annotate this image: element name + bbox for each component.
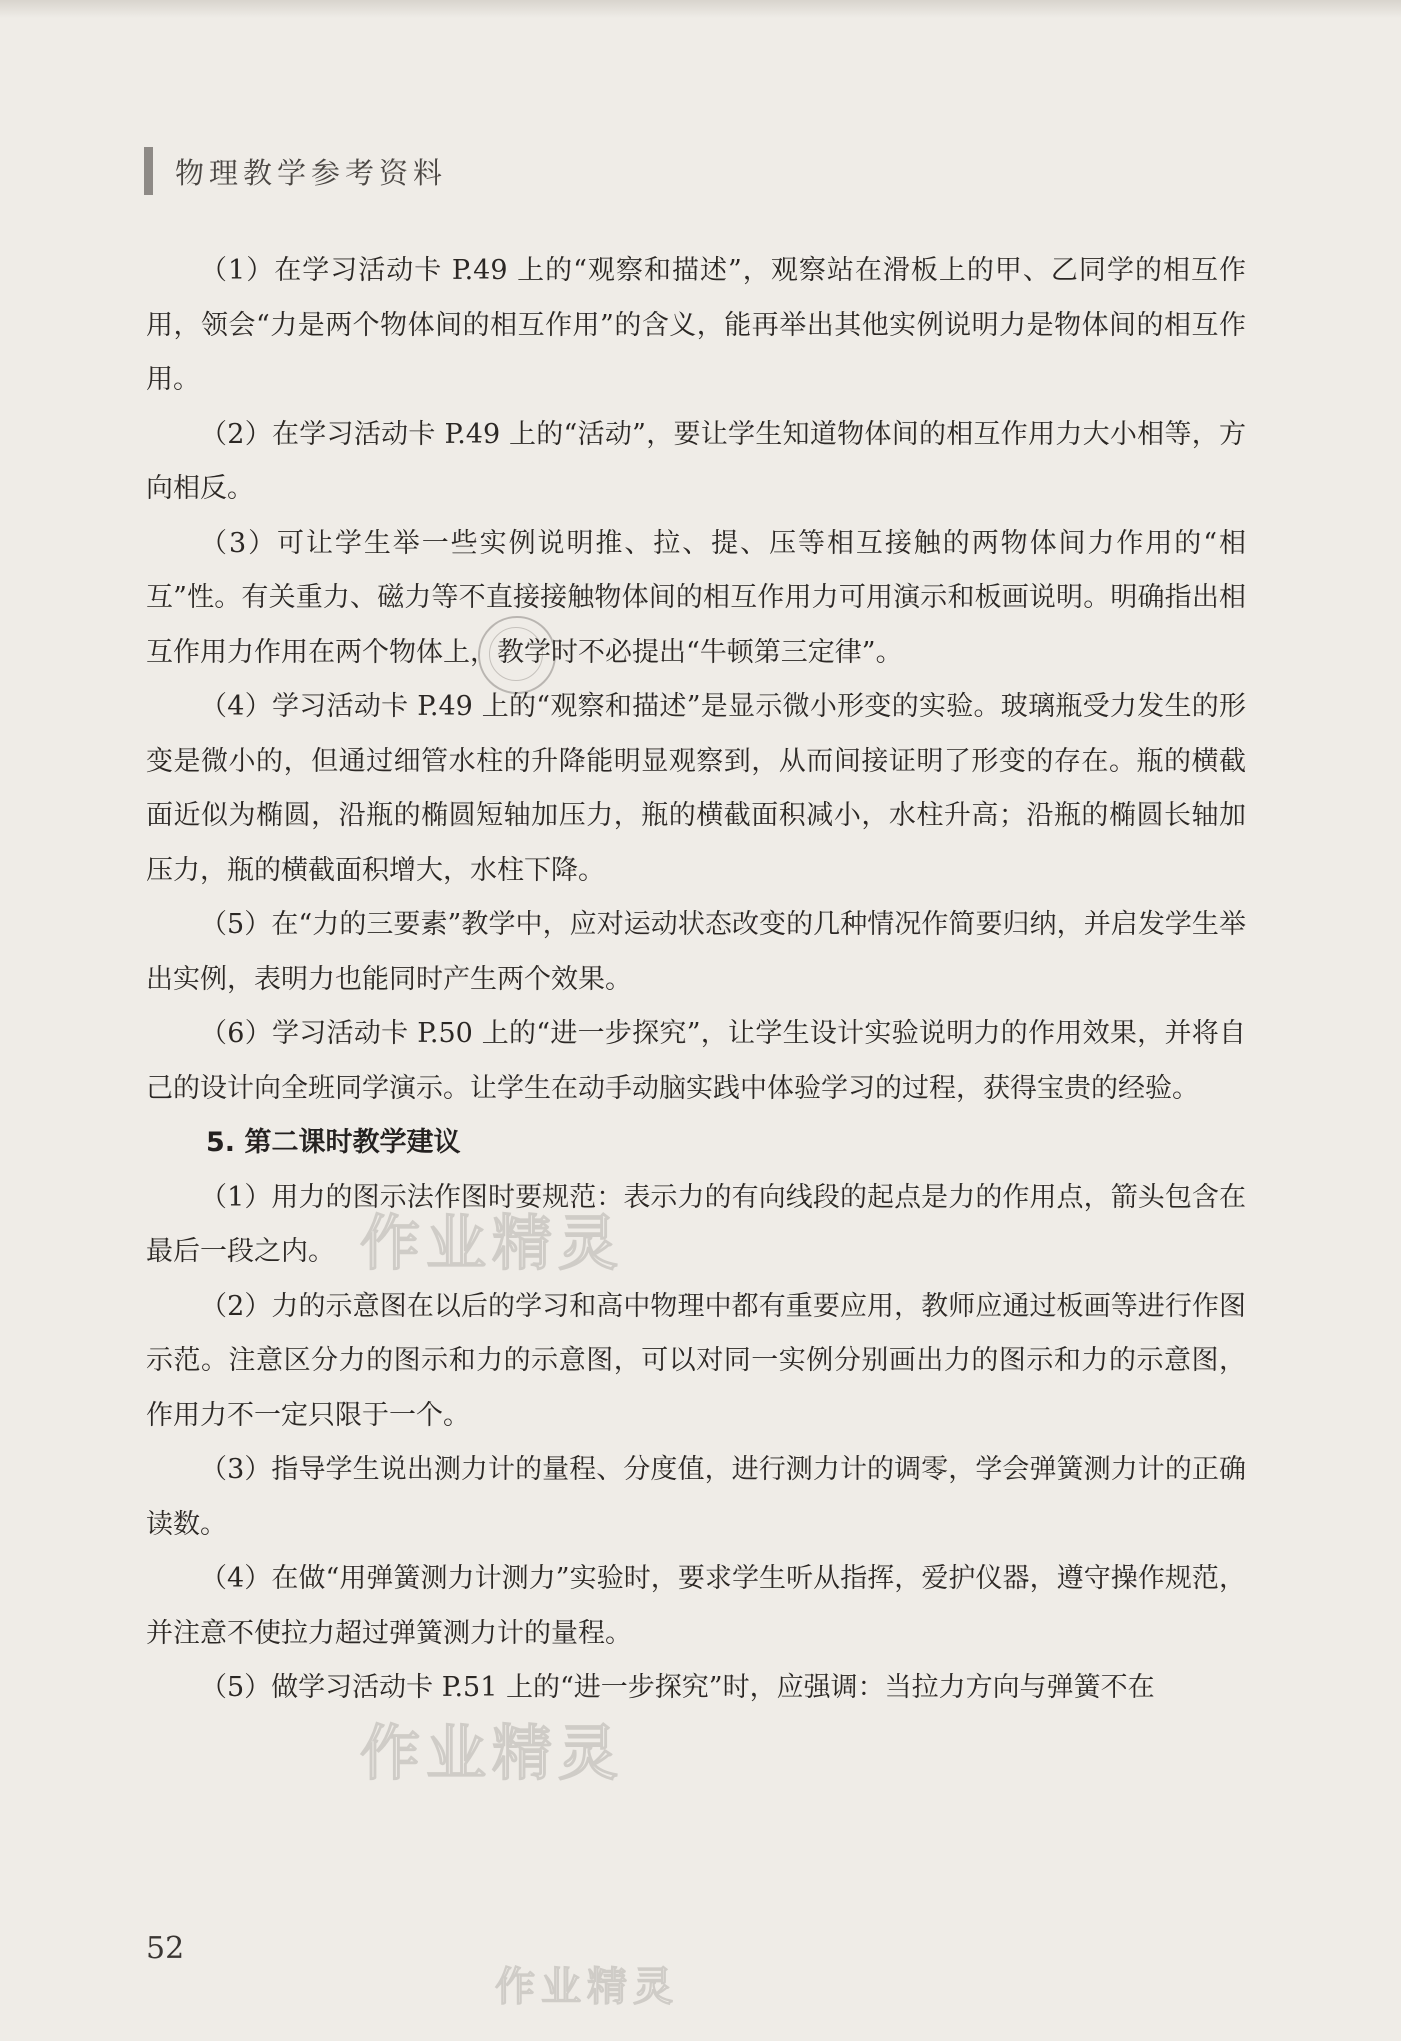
page-number: 52 [146,1931,185,1966]
paragraph: （2）力的示意图在以后的学习和高中物理中都有重要应用，教师应通过板画等进行作图示范。注意区分力的图示和力的示意图，可以对同一实例分别画出力的图示和力的示意图，作用力不一定只限于一个。 [146,1290,1246,1431]
paragraph: （5）在“力的三要素”教学中，应对运动状态改变的几种情况作简要归纳，并启发学生举出实例，表明力也能同时产生两个效果。 [146,909,1246,995]
section-heading: 5. 第二课时教学建议 [206,1127,461,1158]
paragraph: （3）可让学生举一些实例说明推、拉、提、压等相互接触的两物体间力作用的“相互”性。有关重力、磁力等不直接接触物体间的相互作用力可用演示和板画说明。明确指出相互作用力作用在两个物体上，教学时不必提出“牛顿第三定律”。 [146,527,1246,668]
watermark-text: 作业精灵 [360,1719,624,1789]
watermark-text: 作业精灵 [495,1964,679,2010]
paragraph: （5）做学习活动卡 P.51 上的“进一步探究”时，应强调：当拉力方向与弹簧不在 [200,1672,1155,1703]
paragraph: （4）在做“用弹簧测力计测力”实验时，要求学生听从指挥，爱护仪器，遵守操作规范，并注意不使拉力超过弹簧测力计的量程。 [146,1563,1246,1649]
body-text [146,244,1246,1716]
paragraph: （4）学习活动卡 P.49 上的“观察和描述”是显示微小形变的实验。玻璃瓶受力发生的形变是微小的，但通过细管水柱的升降能明显观察到，从而间接证明了形变的存在。瓶的横截面近似为椭圆，沿瓶的椭圆短轴加压力，瓶的横截面积减小，水柱升高；沿瓶的椭圆长轴加压力，瓶的横截面积增大，水柱下降。 [146,691,1246,886]
paragraph: （6）学习活动卡 P.50 上的“进一步探究”，让学生设计实验说明力的作用效果，并将自己的设计向全班同学演示。让学生在动手动脑实践中体验学习的过程，获得宝贵的经验。 [146,1018,1246,1104]
header-title: 物理教学参考资料 [175,155,448,190]
header-bar-decoration [144,147,153,195]
page-top-edge [0,0,1401,18]
paragraph: （2）在学习活动卡 P.49 上的“活动”，要让学生知道物体间的相互作用力大小相等，方向相反。 [146,418,1246,504]
watermark-text: 作业精灵 [360,1209,624,1279]
paragraph: （3）指导学生说出测力计的量程、分度值，进行测力计的调零，学会弹簧测力计的正确读数。 [146,1454,1246,1540]
running-header [144,145,447,197]
paragraph: （1）用力的图示法作图时要规范：表示力的有向线段的起点是力的作用点，箭头包含在最后一段之内。 [146,1181,1246,1267]
paragraph: （1）在学习活动卡 P.49 上的“观察和描述”，观察站在滑板上的甲、乙同学的相互作用，领会“力是两个物体间的相互作用”的含义，能再举出其他实例说明力是物体间的相互作用。 [146,255,1246,395]
